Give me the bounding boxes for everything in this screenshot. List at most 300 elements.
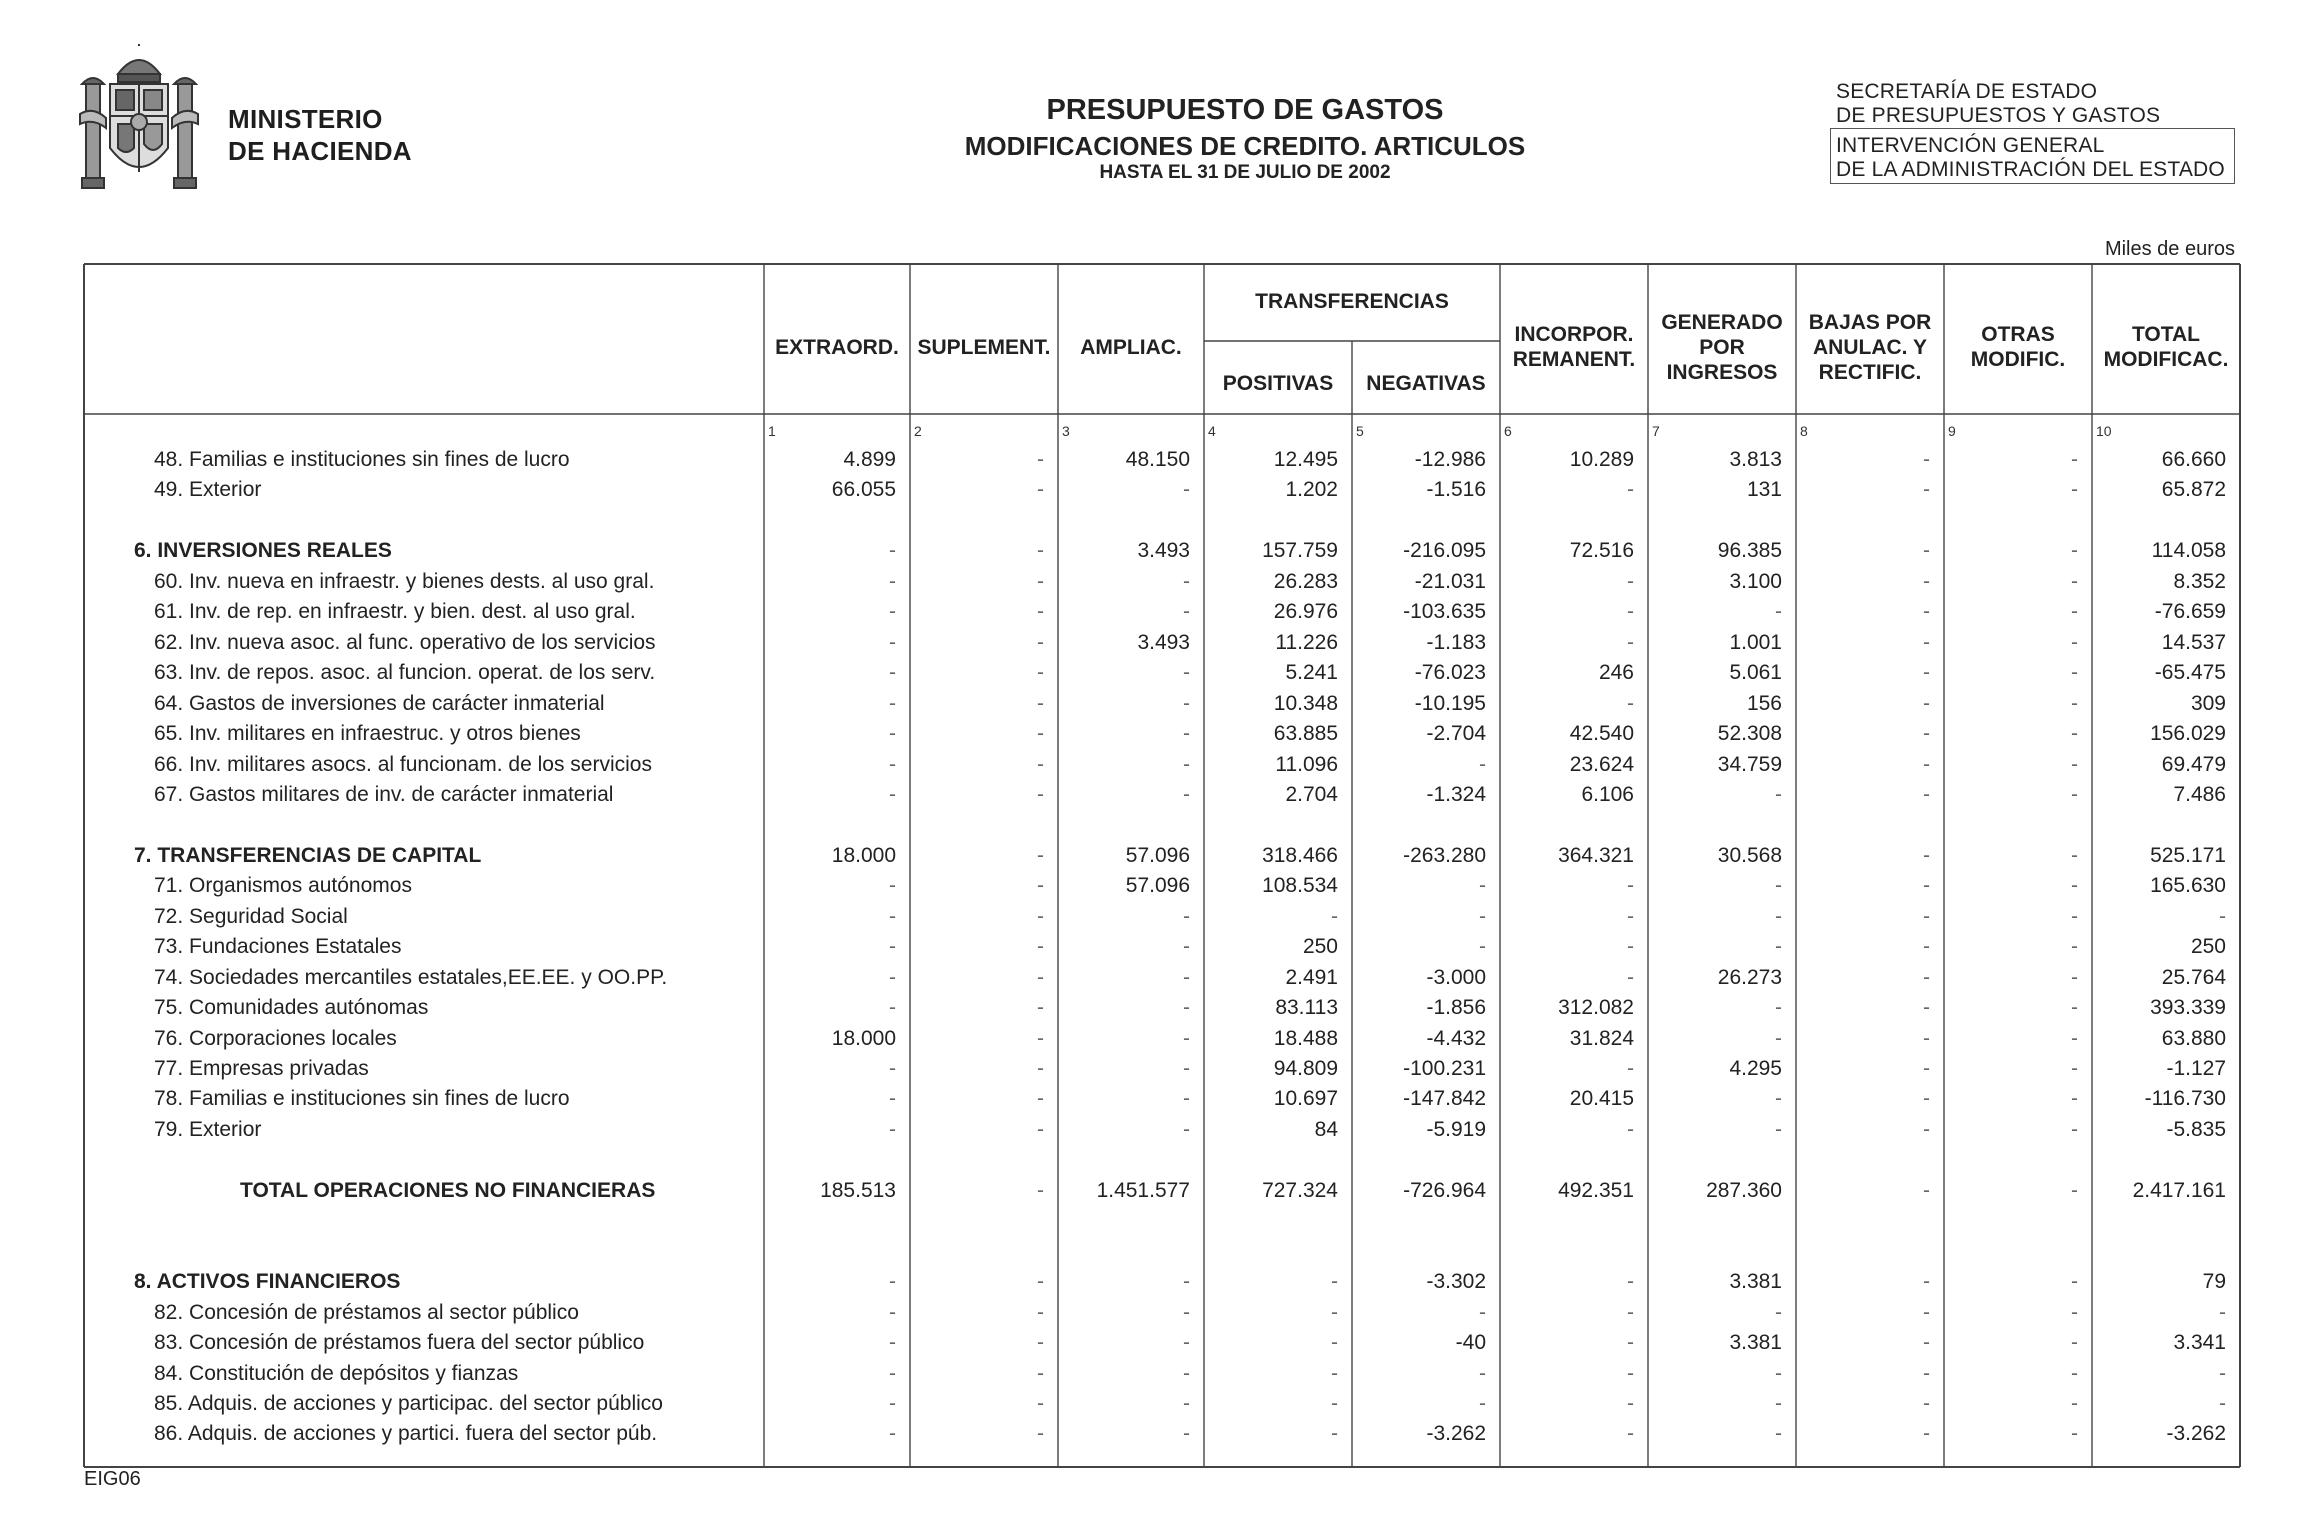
cell-value: 31.824 bbox=[1569, 1026, 1634, 1050]
column-header-6: INCORPOR. bbox=[1514, 323, 1634, 346]
cell-value: - bbox=[2071, 1117, 2078, 1141]
cell-value: - bbox=[1627, 1270, 1634, 1294]
cell-value: - bbox=[2071, 965, 2078, 989]
cell-value: - bbox=[1037, 1391, 1044, 1415]
cell-value: 26.273 bbox=[1717, 965, 1782, 989]
cell-value: -5.919 bbox=[1426, 1117, 1486, 1141]
cell-value: - bbox=[1627, 1117, 1634, 1141]
cell-value: - bbox=[889, 752, 896, 776]
cell-value: -216.095 bbox=[1403, 539, 1486, 563]
cell-value: 185.513 bbox=[820, 1178, 896, 1202]
cell-value: - bbox=[1923, 630, 1930, 654]
cell-value: -12.986 bbox=[1414, 448, 1486, 471]
cell-value: - bbox=[1037, 1087, 1044, 1111]
column-header-10: MODIFICAC. bbox=[2103, 348, 2229, 371]
cell-value: - bbox=[889, 904, 896, 928]
cell-value: - bbox=[1037, 600, 1044, 624]
cell-value: 14.537 bbox=[2161, 630, 2226, 654]
cell-value: - bbox=[1037, 1331, 1044, 1355]
cell-value: - bbox=[1923, 1331, 1930, 1355]
cell-value: - bbox=[1923, 965, 1930, 989]
cell-value: - bbox=[2071, 874, 2078, 898]
cell-value: - bbox=[1183, 935, 1190, 959]
report-subtitle: MODIFICACIONES DE CREDITO. ARTICULOS bbox=[964, 131, 1526, 161]
cell-value: - bbox=[1183, 1422, 1190, 1446]
cell-value: 20.415 bbox=[1569, 1087, 1634, 1111]
cell-value: - bbox=[1627, 569, 1634, 593]
cell-value: 8.352 bbox=[2173, 569, 2226, 593]
cell-value: - bbox=[1037, 965, 1044, 989]
cell-value: - bbox=[1183, 569, 1190, 593]
item-row-label: 77. Empresas privadas bbox=[154, 1057, 369, 1080]
cell-value: - bbox=[1037, 935, 1044, 959]
cell-value: - bbox=[1923, 874, 1930, 898]
cell-value: 318.466 bbox=[1262, 843, 1338, 867]
cell-value: -65.475 bbox=[2154, 661, 2226, 685]
cell-value: -726.964 bbox=[1403, 1178, 1486, 1202]
cell-value: - bbox=[1037, 539, 1044, 563]
cell-value: 11.096 bbox=[1275, 752, 1338, 776]
group-row-label: 8. ACTIVOS FINANCIEROS bbox=[134, 1270, 401, 1294]
cell-value: - bbox=[1775, 874, 1782, 898]
cell-value: - bbox=[1183, 691, 1190, 715]
cell-value: - bbox=[1037, 1361, 1044, 1385]
cell-value: - bbox=[2071, 752, 2078, 776]
cell-value: - bbox=[1037, 569, 1044, 593]
cell-value: 250 bbox=[1302, 935, 1338, 959]
item-row-label: 61. Inv. de rep. en infraestr. y bien. dest. al uso gral. bbox=[154, 600, 636, 624]
footer-code: EIG06 bbox=[84, 1468, 141, 1490]
cell-value: -10.195 bbox=[1414, 691, 1486, 715]
cell-value: - bbox=[2071, 1178, 2078, 1202]
cell-value: -263.280 bbox=[1403, 843, 1486, 867]
report-date: HASTA EL 31 DE JULIO DE 2002 bbox=[1099, 162, 1391, 183]
cell-value: - bbox=[1923, 1178, 1930, 1202]
cell-value: - bbox=[2071, 1087, 2078, 1111]
cell-value: - bbox=[1923, 1300, 1930, 1324]
cell-value: - bbox=[1037, 1178, 1044, 1202]
item-row-label: 65. Inv. militares en infraestruc. y otros bienes bbox=[154, 722, 581, 746]
item-row-label: 83. Concesión de préstamos fuera del sector público bbox=[154, 1331, 645, 1355]
cell-value: -3.262 bbox=[2166, 1422, 2226, 1446]
cell-value: 3.381 bbox=[1729, 1331, 1782, 1355]
group-row-label: 6. INVERSIONES REALES bbox=[134, 539, 392, 563]
intervencion-line2: DE LA ADMINISTRACIÓN DEL ESTADO bbox=[1836, 158, 2225, 181]
cell-value: 63.880 bbox=[2161, 1026, 2226, 1050]
cell-value: 25.764 bbox=[2161, 965, 2226, 989]
column-header-8: BAJAS POR bbox=[1808, 310, 1932, 334]
cell-value: - bbox=[1775, 1117, 1782, 1141]
cell-value: - bbox=[1037, 1117, 1044, 1141]
cell-value: - bbox=[1183, 1270, 1190, 1294]
cell-value: - bbox=[889, 1117, 896, 1141]
item-row-label: 66. Inv. militares asocs. al funcionam. de los servicios bbox=[154, 752, 652, 776]
report-title: PRESUPUESTO DE GASTOS bbox=[1046, 94, 1444, 126]
item-row-label: 74. Sociedades mercantiles estatales,EE.EE. y OO.PP. bbox=[154, 965, 668, 989]
cell-value: - bbox=[1183, 965, 1190, 989]
cell-value: - bbox=[1923, 1391, 1930, 1415]
column-header-8: RECTIFIC. bbox=[1818, 360, 1922, 384]
cell-value: - bbox=[2071, 1391, 2078, 1415]
cell-value: 65.872 bbox=[2161, 478, 2226, 502]
cell-value: 3.813 bbox=[1729, 448, 1782, 471]
cell-value: - bbox=[1627, 1057, 1634, 1080]
cell-value: - bbox=[1627, 874, 1634, 898]
cell-value: - bbox=[1627, 600, 1634, 624]
ministry-name-line1: MINISTERIO bbox=[228, 104, 383, 134]
cell-value: -1.127 bbox=[2166, 1057, 2226, 1080]
cell-value: - bbox=[1627, 478, 1634, 502]
cell-value: -1.516 bbox=[1426, 478, 1486, 502]
cell-value: - bbox=[1037, 722, 1044, 746]
cell-value: -40 bbox=[1455, 1331, 1486, 1355]
item-row-label: 64. Gastos de inversiones de carácter inmaterial bbox=[154, 691, 605, 715]
cell-value: -76.023 bbox=[1414, 661, 1486, 685]
cell-value: -1.856 bbox=[1426, 996, 1486, 1020]
cell-value: 83.113 bbox=[1275, 996, 1338, 1020]
cell-value: -76.659 bbox=[2154, 600, 2226, 624]
cell-value: 2.417.161 bbox=[2132, 1178, 2226, 1202]
cell-value: - bbox=[1923, 782, 1930, 806]
cell-value: - bbox=[1923, 448, 1930, 471]
cell-value: - bbox=[1037, 448, 1044, 471]
cell-value: 3.341 bbox=[2173, 1331, 2226, 1355]
cell-value: -116.730 bbox=[2144, 1087, 2226, 1111]
cell-value: - bbox=[1923, 722, 1930, 746]
cell-value: 3.100 bbox=[1729, 569, 1782, 593]
cell-value: - bbox=[1923, 843, 1930, 867]
cell-value: -3.262 bbox=[1426, 1422, 1486, 1446]
cell-value: - bbox=[2071, 996, 2078, 1020]
cell-value: - bbox=[1923, 661, 1930, 685]
cell-value: 7.486 bbox=[2173, 782, 2226, 806]
cell-value: 57.096 bbox=[1125, 874, 1190, 898]
cell-value: 69.479 bbox=[2161, 752, 2226, 776]
cell-value: - bbox=[1923, 996, 1930, 1020]
item-row-label: 73. Fundaciones Estatales bbox=[154, 935, 402, 959]
column-number-9: 9 bbox=[1948, 423, 1956, 439]
cell-value: - bbox=[1037, 996, 1044, 1020]
cell-value: - bbox=[2219, 1300, 2226, 1324]
cell-value: - bbox=[1775, 782, 1782, 806]
item-row-label: 62. Inv. nueva asoc. al func. operativo de los servicios bbox=[154, 630, 656, 654]
cell-value: - bbox=[1331, 904, 1338, 928]
cell-value: - bbox=[1183, 1057, 1190, 1080]
cell-value: - bbox=[1037, 630, 1044, 654]
cell-value: - bbox=[889, 630, 896, 654]
cell-value: - bbox=[1183, 752, 1190, 776]
column-header-8: ANULAC. Y bbox=[1813, 335, 1927, 359]
item-row-label: 67. Gastos militares de inv. de carácter inmaterial bbox=[154, 782, 614, 806]
cell-value: - bbox=[889, 722, 896, 746]
cell-value: 312.082 bbox=[1558, 996, 1634, 1020]
ministry-name-line2: DE HACIENDA bbox=[228, 136, 412, 166]
column-number-8: 8 bbox=[1800, 423, 1808, 439]
cell-value: -4.432 bbox=[1426, 1026, 1486, 1050]
cell-value: - bbox=[889, 996, 896, 1020]
cell-value: - bbox=[1627, 630, 1634, 654]
cell-value: - bbox=[1037, 1422, 1044, 1446]
item-row-label: 76. Corporaciones locales bbox=[154, 1026, 397, 1050]
cell-value: - bbox=[1479, 1300, 1486, 1324]
cell-value: - bbox=[2071, 448, 2078, 471]
column-number-5: 5 bbox=[1356, 423, 1364, 439]
cell-value: - bbox=[889, 691, 896, 715]
cell-value: - bbox=[2219, 1391, 2226, 1415]
item-row-label: 63. Inv. de repos. asoc. al funcion. operat. de los serv. bbox=[154, 661, 656, 685]
column-header-7: INGRESOS bbox=[1666, 360, 1778, 384]
cell-value: - bbox=[1037, 782, 1044, 806]
cell-value: -2.704 bbox=[1426, 722, 1486, 746]
cell-value: - bbox=[2071, 1057, 2078, 1080]
cell-value: - bbox=[1037, 843, 1044, 867]
cell-value: 364.321 bbox=[1558, 843, 1634, 867]
cell-value: - bbox=[1479, 752, 1486, 776]
cell-value: 250 bbox=[2190, 935, 2226, 959]
cell-value: 4.295 bbox=[1729, 1057, 1782, 1080]
cell-value: - bbox=[889, 661, 896, 685]
cell-value: - bbox=[2071, 1331, 2078, 1355]
cell-value: - bbox=[1775, 1422, 1782, 1446]
cell-value: 96.385 bbox=[1717, 539, 1782, 563]
cell-value: - bbox=[1775, 1300, 1782, 1324]
cell-value: - bbox=[2071, 661, 2078, 685]
cell-value: - bbox=[1037, 904, 1044, 928]
cell-value: - bbox=[1037, 874, 1044, 898]
item-row-label: 78. Familias e instituciones sin fines de lucro bbox=[154, 1087, 570, 1111]
cell-value: - bbox=[1331, 1422, 1338, 1446]
cell-value: - bbox=[1923, 1026, 1930, 1050]
cell-value: - bbox=[1775, 935, 1782, 959]
cell-value: 108.534 bbox=[1262, 874, 1338, 898]
cell-value: - bbox=[1627, 904, 1634, 928]
item-row-label: 85. Adquis. de acciones y participac. del sector público bbox=[154, 1391, 663, 1415]
cell-value: 18.000 bbox=[831, 843, 896, 867]
cell-value: -103.635 bbox=[1403, 600, 1486, 624]
cell-value: 42.540 bbox=[1569, 722, 1634, 746]
cell-value: 26.283 bbox=[1273, 569, 1338, 593]
column-header-4: POSITIVAS bbox=[1222, 372, 1334, 395]
cell-value: - bbox=[889, 935, 896, 959]
column-number-2: 2 bbox=[914, 423, 922, 439]
cell-value: - bbox=[889, 1300, 896, 1324]
cell-value: - bbox=[1183, 1087, 1190, 1111]
cell-value: - bbox=[1775, 1391, 1782, 1415]
cell-value: - bbox=[1627, 1300, 1634, 1324]
cell-value: - bbox=[1923, 1117, 1930, 1141]
cell-value: - bbox=[889, 782, 896, 806]
cell-value: 1.001 bbox=[1729, 630, 1782, 654]
column-header-7: POR bbox=[1699, 335, 1745, 359]
cell-value: 309 bbox=[2190, 691, 2226, 715]
cell-value: 4.899 bbox=[843, 448, 896, 471]
cell-value: 52.308 bbox=[1717, 722, 1782, 746]
cell-value: - bbox=[1037, 478, 1044, 502]
cell-value: 246 bbox=[1598, 661, 1634, 685]
secretaria-line1: SECRETARÍA DE ESTADO bbox=[1836, 80, 2098, 103]
cell-value: -3.000 bbox=[1426, 965, 1486, 989]
cell-value: - bbox=[2219, 904, 2226, 928]
cell-value: - bbox=[1331, 1331, 1338, 1355]
column-header-1: EXTRAORD. bbox=[775, 335, 899, 359]
cell-value: - bbox=[1037, 661, 1044, 685]
cell-value: - bbox=[889, 600, 896, 624]
column-number-1: 1 bbox=[768, 423, 776, 439]
cell-value: - bbox=[1775, 996, 1782, 1020]
cell-value: 48.150 bbox=[1125, 448, 1190, 471]
column-number-10: 10 bbox=[2096, 423, 2112, 439]
cell-value: - bbox=[889, 1391, 896, 1415]
column-number-4: 4 bbox=[1208, 423, 1216, 439]
column-number-7: 7 bbox=[1652, 423, 1660, 439]
cell-value: 2.704 bbox=[1285, 782, 1338, 806]
cell-value: 63.885 bbox=[1273, 722, 1338, 746]
group-row-label: 7. TRANSFERENCIAS DE CAPITAL bbox=[134, 843, 482, 867]
cell-value: 156 bbox=[1746, 691, 1782, 715]
cell-value: 5.241 bbox=[1285, 661, 1338, 685]
cell-value: - bbox=[1183, 996, 1190, 1020]
cell-value: - bbox=[1037, 1026, 1044, 1050]
column-header-7: GENERADO bbox=[1661, 310, 1783, 334]
cell-value: - bbox=[1627, 1331, 1634, 1355]
cell-value: - bbox=[1923, 569, 1930, 593]
cell-value: -1.183 bbox=[1426, 630, 1486, 654]
cell-value: - bbox=[2071, 539, 2078, 563]
cell-value: - bbox=[2219, 1361, 2226, 1385]
column-header-2: SUPLEMENT. bbox=[917, 335, 1051, 359]
cell-value: 18.000 bbox=[831, 1026, 896, 1050]
total-row-label: TOTAL OPERACIONES NO FINANCIERAS bbox=[240, 1178, 656, 1202]
item-row-label: 49. Exterior bbox=[154, 478, 262, 502]
cell-value: - bbox=[1183, 1391, 1190, 1415]
cell-value: - bbox=[1037, 752, 1044, 776]
cell-value: - bbox=[1331, 1300, 1338, 1324]
cell-value: -21.031 bbox=[1414, 569, 1486, 593]
cell-value: - bbox=[889, 569, 896, 593]
cell-value: 94.809 bbox=[1273, 1057, 1338, 1080]
cell-value: - bbox=[1331, 1270, 1338, 1294]
item-row-label: 84. Constitución de depósitos y fianzas bbox=[154, 1361, 519, 1385]
cell-value: 492.351 bbox=[1558, 1178, 1634, 1202]
cell-value: 10.348 bbox=[1273, 691, 1338, 715]
cell-value: - bbox=[1183, 782, 1190, 806]
cell-value: 30.568 bbox=[1717, 843, 1782, 867]
cell-value: - bbox=[1923, 1057, 1930, 1080]
cell-value: - bbox=[889, 1087, 896, 1111]
cell-value: - bbox=[889, 965, 896, 989]
column-header-10: TOTAL bbox=[2131, 323, 2201, 346]
item-row-label: 79. Exterior bbox=[154, 1117, 262, 1141]
cell-value: - bbox=[889, 1057, 896, 1080]
cell-value: - bbox=[1183, 904, 1190, 928]
cell-value: 3.493 bbox=[1137, 630, 1190, 654]
cell-value: - bbox=[1183, 722, 1190, 746]
cell-value: - bbox=[1627, 965, 1634, 989]
cell-value: - bbox=[1479, 1391, 1486, 1415]
cell-value: - bbox=[1037, 1270, 1044, 1294]
cell-value: - bbox=[2071, 1026, 2078, 1050]
cell-value: 72.516 bbox=[1569, 539, 1634, 563]
cell-value: - bbox=[1627, 1361, 1634, 1385]
cell-value: - bbox=[1775, 1026, 1782, 1050]
intervencion-line1: INTERVENCIÓN GENERAL bbox=[1836, 134, 2105, 157]
cell-value: - bbox=[2071, 935, 2078, 959]
cell-value: - bbox=[1923, 600, 1930, 624]
cell-value: 11.226 bbox=[1275, 630, 1338, 654]
cell-value: - bbox=[1183, 600, 1190, 624]
cell-value: 26.976 bbox=[1273, 600, 1338, 624]
cell-value: - bbox=[1037, 691, 1044, 715]
column-header-5: NEGATIVAS bbox=[1366, 372, 1486, 395]
cell-value: 18.488 bbox=[1273, 1026, 1338, 1050]
cell-value: - bbox=[2071, 630, 2078, 654]
secretaria-line2: DE PRESUPUESTOS Y GASTOS bbox=[1836, 104, 2161, 127]
column-header-9: MODIFIC. bbox=[1970, 348, 2066, 371]
cell-value: 57.096 bbox=[1125, 843, 1190, 867]
cell-value: 34.759 bbox=[1717, 752, 1782, 776]
cell-value: - bbox=[889, 874, 896, 898]
cell-value: 2.491 bbox=[1285, 965, 1338, 989]
cell-value: - bbox=[1627, 935, 1634, 959]
cell-value: - bbox=[2071, 1300, 2078, 1324]
cell-value: -147.842 bbox=[1403, 1087, 1486, 1111]
cell-value: - bbox=[1037, 1300, 1044, 1324]
cell-value: - bbox=[889, 1270, 896, 1294]
cell-value: - bbox=[1627, 1422, 1634, 1446]
cell-value: 3.381 bbox=[1729, 1270, 1782, 1294]
column-number-6: 6 bbox=[1504, 423, 1512, 439]
item-row-label: 60. Inv. nueva en infraestr. y bienes dests. al uso gral. bbox=[154, 569, 655, 593]
cell-value: - bbox=[1923, 691, 1930, 715]
cell-value: 727.324 bbox=[1262, 1178, 1338, 1202]
cell-value: 6.106 bbox=[1581, 782, 1634, 806]
cell-value: - bbox=[1627, 1391, 1634, 1415]
cell-value: 393.339 bbox=[2150, 996, 2226, 1020]
cell-value: - bbox=[2071, 1361, 2078, 1385]
cell-value: - bbox=[1479, 1361, 1486, 1385]
cell-value: - bbox=[2071, 843, 2078, 867]
cell-value: - bbox=[1923, 904, 1930, 928]
item-row-label: 86. Adquis. de acciones y partici. fuera del sector púb. bbox=[154, 1422, 658, 1446]
cell-value: - bbox=[1627, 691, 1634, 715]
cell-value: 131 bbox=[1746, 478, 1782, 502]
cell-value: - bbox=[1183, 1026, 1190, 1050]
cell-value: - bbox=[1775, 1087, 1782, 1111]
cell-value: - bbox=[1923, 1270, 1930, 1294]
cell-value: - bbox=[2071, 722, 2078, 746]
cell-value: - bbox=[1923, 935, 1930, 959]
cell-value: 156.029 bbox=[2150, 722, 2226, 746]
cell-value: - bbox=[1183, 1361, 1190, 1385]
column-header-9: OTRAS bbox=[1981, 323, 2055, 346]
cell-value: -5.835 bbox=[2166, 1117, 2226, 1141]
cell-value: - bbox=[2071, 1270, 2078, 1294]
cell-value: 1.202 bbox=[1285, 478, 1338, 502]
cell-value: 165.630 bbox=[2150, 874, 2226, 898]
item-row-label: 75. Comunidades autónomas bbox=[154, 996, 429, 1020]
cell-value: - bbox=[2071, 1422, 2078, 1446]
item-row-label: 48. Familias e instituciones sin fines de lucro bbox=[154, 448, 570, 471]
cell-value: - bbox=[1923, 752, 1930, 776]
units-label: Miles de euros bbox=[2104, 238, 2235, 260]
cell-value: 66.055 bbox=[831, 478, 896, 502]
cell-value: - bbox=[2071, 478, 2078, 502]
cell-value: - bbox=[1479, 874, 1486, 898]
cell-value: - bbox=[1775, 600, 1782, 624]
cell-value: - bbox=[1775, 1361, 1782, 1385]
cell-value: 10.697 bbox=[1273, 1087, 1338, 1111]
item-row-label: 71. Organismos autónomos bbox=[154, 874, 412, 898]
